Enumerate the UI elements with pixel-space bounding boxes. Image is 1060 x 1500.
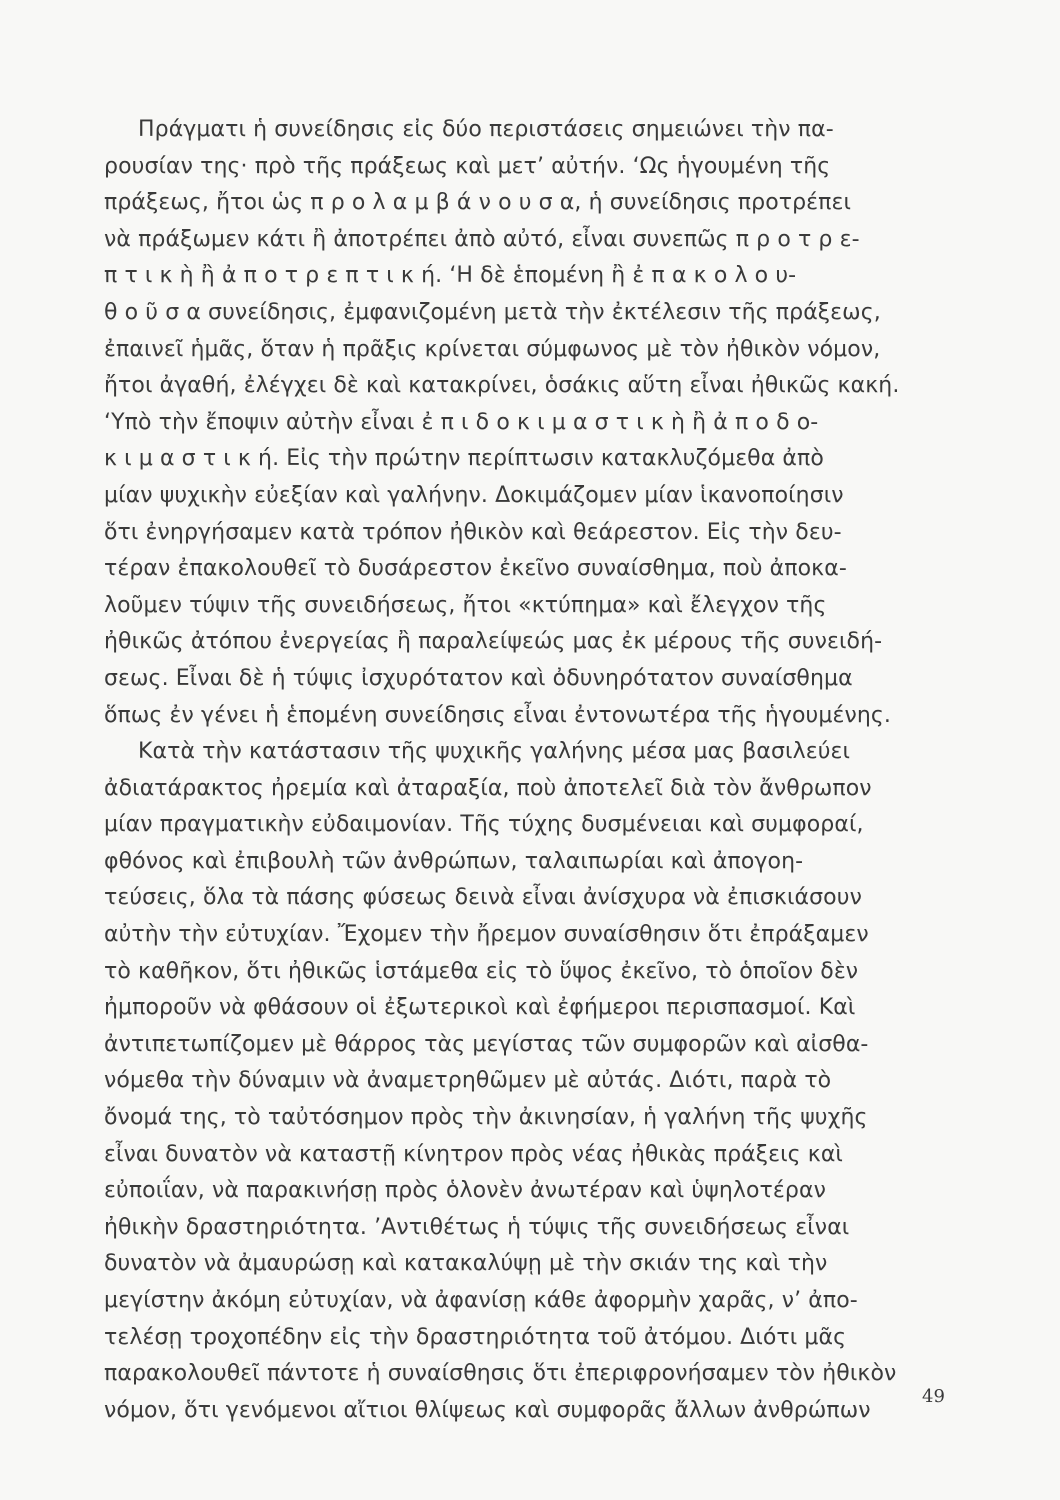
- text-line: θ ο ῦ σ α συνείδησις, ἐμφανιζομένη μετὰ τὴν ἐκτέλεσιν τῆς πράξεως,: [104, 299, 881, 325]
- body-text: [104, 112, 934, 1429]
- text-line: μίαν πραγματικὴν εὐδαιμονίαν. Τῆς τύχης δυσμένειαι καὶ συμφοραί,: [104, 812, 864, 838]
- text-line: ἀδιατάρακτος ἠρεμία καὶ ἀταραξία, ποὺ ἀποτελεῖ διὰ τὸν ἄνθρωπον: [104, 775, 872, 801]
- text-line: ἠθικὴν δραστηριότητα. ’Αντιθέτως ἡ τύψις τῆς συνειδήσεως εἶναι: [104, 1214, 850, 1240]
- text-line: τεύσεις, ὅλα τὰ πάσης φύσεως δεινὰ εἶναι ἀνίσχυρα νὰ ἐπισκιάσουν: [104, 885, 862, 911]
- text-line: λοῦμεν τύψιν τῆς συνειδήσεως, ἤτοι «κτύπημα» καὶ ἔλεγχον τῆς: [104, 592, 827, 618]
- text-line: φθόνος καὶ ἐπιβουλὴ τῶν ἀνθρώπων, ταλαιπωρίαι καὶ ἀπογοη-: [104, 848, 804, 874]
- text-line: ἠμποροῦν νὰ φθάσουν οἱ ἐξωτερικοὶ καὶ ἐφήμεροι περισπασμοί. Καὶ: [104, 995, 856, 1021]
- text-line: παρακολουθεῖ πάντοτε ἡ συναίσθησις ὅτι ἐπεριφρονήσαμεν τὸν ἠθικὸν: [104, 1361, 897, 1387]
- text-line: ἤτοι ἀγαθή, ἐλέγχει δὲ καὶ κατακρίνει, ὁσάκις αὕτη εἶναι ἠθικῶς κακή.: [104, 373, 900, 399]
- text-line: ὄνομά της, τὸ ταὐτόσημον πρὸς τὴν ἀκινησίαν, ἡ γαλήνη τῆς ψυχῆς: [104, 1105, 868, 1131]
- text-line: σεως. Εἶναι δὲ ἡ τύψις ἰσχυρότατον καὶ ὀδυνηρότατον συναίσθημα: [104, 665, 853, 691]
- text-line: τελέσῃ τροχοπέδην εἰς τὴν δραστηριότητα τοῦ ἀτόμου. Διότι μᾶς: [104, 1324, 847, 1350]
- page-number: 49: [922, 1386, 945, 1407]
- text-line: ἀντιπετωπίζομεν μὲ θάρρος τὰς μεγίστας τῶν συμφορῶν καὶ αἰσθα-: [104, 1031, 869, 1057]
- text-line: μεγίστην ἀκόμη εὐτυχίαν, νὰ ἀφανίσῃ κάθε ἀφορμὴν χαρᾶς, ν’ ἀπο-: [104, 1288, 858, 1313]
- text-line: πράξεως, ἤτοι ὡς π ρ ο λ α μ β ά ν ο υ σ α, ἡ συνείδησις προτρέπει: [104, 190, 852, 216]
- text-line: π τ ι κ ὴ ἢ ἀ π ο τ ρ ε π τ ι κ ή. ‘Η δὲ ἑπομένη ἢ ἐ π α κ ο λ ο υ-: [104, 263, 797, 289]
- text-line: τέραν ἐπακολουθεῖ τὸ δυσάρεστον ἐκεῖνο συναίσθημα, ποὺ ἀποκα-: [104, 556, 847, 582]
- text-line: Πράγματι ἡ συνείδησις εἰς δύο περιστάσεις σημειώνει τὴν πα-: [138, 117, 834, 142]
- text-line: νόμον, ὅτι γενόμενοι αἴτιοι θλίψεως καὶ συμφορᾶς ἄλλων ἀνθρώπων: [104, 1397, 871, 1423]
- text-line: κ ι μ α σ τ ι κ ή. Εἰς τὴν πρώτην περίπτωσιν κατακλυζόμεθα ἀπὸ: [104, 446, 824, 472]
- text-line: εἶναι δυνατὸν νὰ καταστῇ κίνητρον πρὸς νέας ἠθικὰς πράξεις καὶ: [104, 1141, 843, 1167]
- text-line: ἠθικῶς ἀτόπου ἐνεργείας ἢ παραλείψεώς μας ἐκ μέρους τῆς συνειδή-: [104, 629, 883, 655]
- text-line: τὸ καθῆκον, ὅτι ἠθικῶς ἱστάμεθα εἰς τὸ ὕψος ἐκεῖνο, τὸ ὁποῖον δὲν: [104, 958, 859, 984]
- text-line: εὐποιΐαν, νὰ παρακινήσῃ πρὸς ὁλονὲν ἀνωτέραν καὶ ὑψηλοτέραν: [104, 1178, 826, 1204]
- text-line: νόμεθα τὴν δύναμιν νὰ ἀναμετρηθῶμεν μὲ αὐτάς. Διότι, παρὰ τὸ: [104, 1068, 832, 1094]
- text-line: αὐτὴν τὴν εὐτυχίαν. Ἔχομεν τὴν ἤρεμον συναίσθησιν ὅτι ἐπράξαμεν: [104, 922, 869, 948]
- text-line: νὰ πράξωμεν κάτι ἢ ἀποτρέπει ἀπὸ αὐτό, εἶναι συνεπῶς π ρ ο τ ρ ε-: [104, 226, 860, 252]
- text-line: ‘Υπὸ τὴν ἔποψιν αὐτὴν εἶναι ἐ π ι δ ο κ ι μ α σ τ ι κ ὴ ἢ ἀ π ο δ ο-: [104, 409, 819, 435]
- text-line: ὅτι ἐνηργήσαμεν κατὰ τρόπον ἠθικὸν καὶ θεάρεστον. Εἰς τὴν δευ-: [104, 519, 842, 545]
- text-line: Κατὰ τὴν κατάστασιν τῆς ψυχικῆς γαλήνης μέσα μας βασιλεύει: [138, 739, 851, 765]
- text-line: μίαν ψυχικὴν εὐεξίαν καὶ γαλήνην. Δοκιμάζομεν μίαν ἱκανοποίησιν: [104, 482, 844, 508]
- text-line: δυνατὸν νὰ ἀμαυρώσῃ καὶ κατακαλύψῃ μὲ τὴν σκιάν της καὶ τὴν: [104, 1251, 828, 1277]
- text-line: ρουσίαν της· πρὸ τῆς πράξεως καὶ μετ’ αὐτήν. ‘Ως ἡγουμένη τῆς: [104, 153, 831, 179]
- text-line: ὅπως ἐν γένει ἡ ἑπομένη συνείδησις εἶναι ἐντονωτέρα τῆς ἡγουμένης.: [104, 702, 892, 728]
- text-line: ἐπαινεῖ ἡμᾶς, ὅταν ἡ πρᾶξις κρίνεται σύμφωνος μὲ τὸν ἠθικὸν νόμον,: [104, 336, 881, 362]
